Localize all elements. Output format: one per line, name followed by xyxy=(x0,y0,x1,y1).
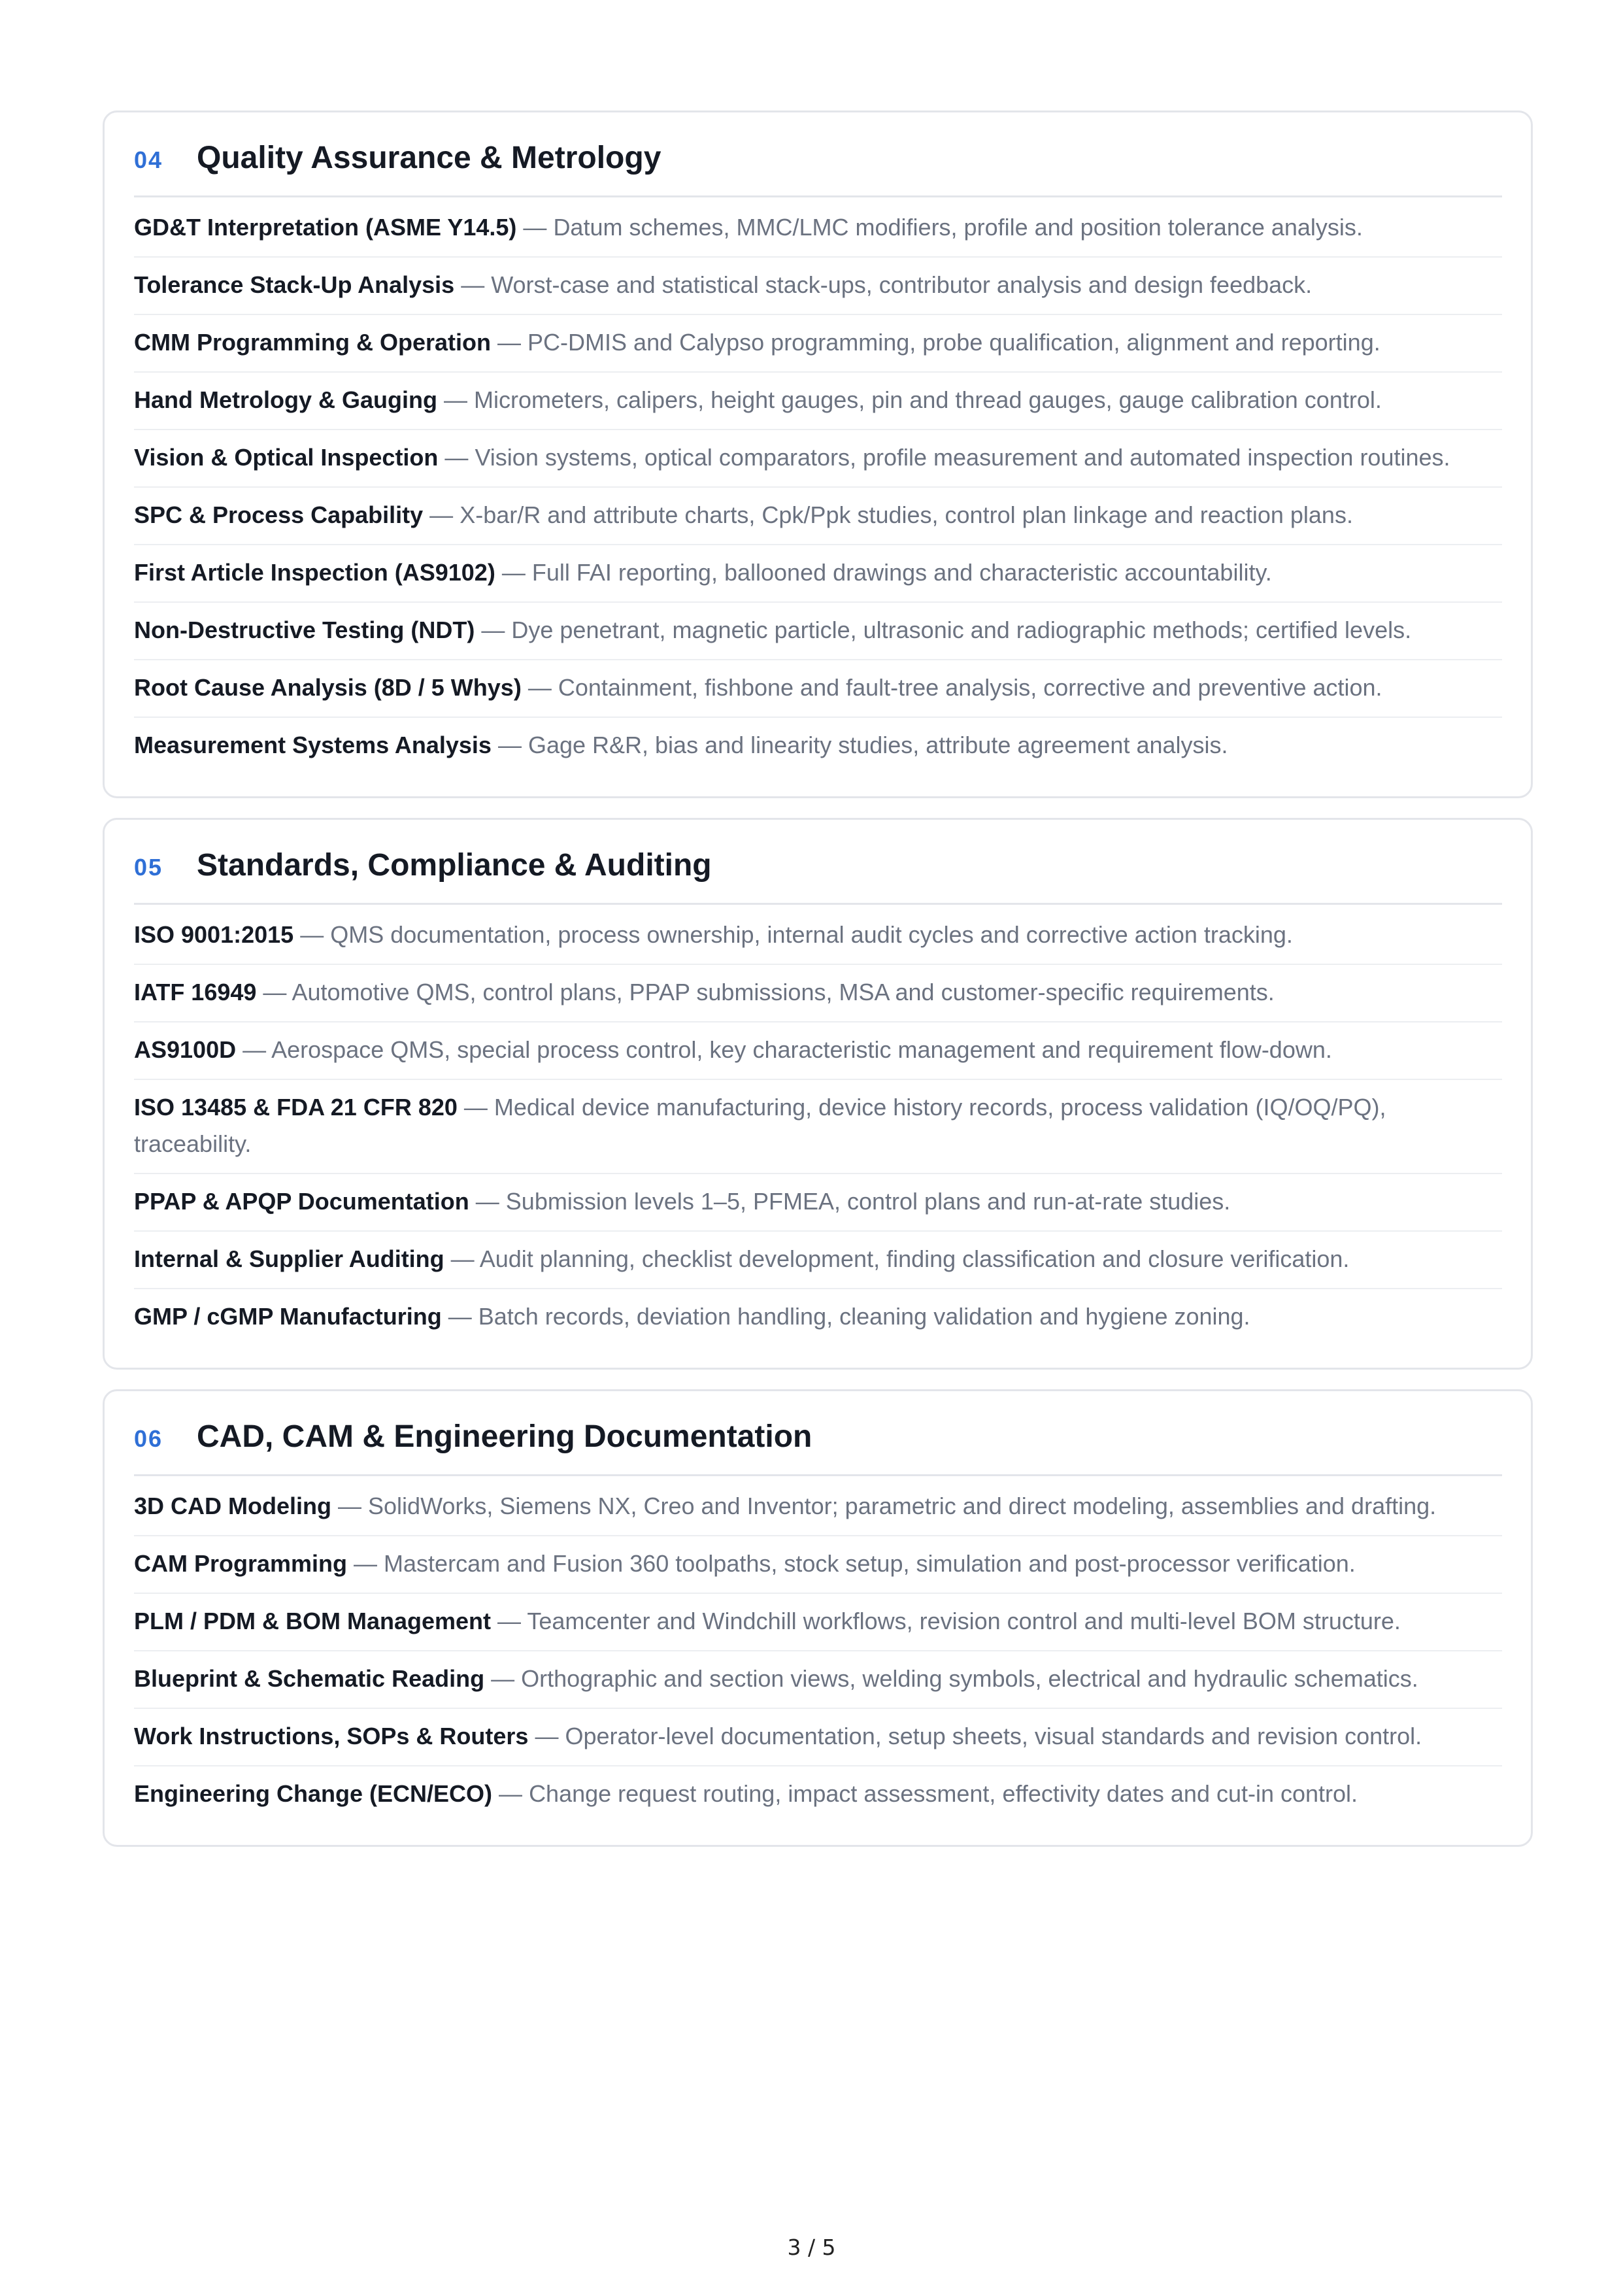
skill-description: QMS documentation, process ownership, internal audit cycles and corrective action tracking. xyxy=(330,921,1293,948)
skill-name: GD&T Interpretation (ASME Y14.5) xyxy=(134,214,517,241)
skill-name: Measurement Systems Analysis xyxy=(134,732,492,758)
skill-name: Non-Destructive Testing (NDT) xyxy=(134,616,475,643)
skill-description: Containment, fishbone and fault-tree analysis, corrective and preventive action. xyxy=(558,674,1382,701)
skill-name: Work Instructions, SOPs & Routers xyxy=(134,1723,529,1749)
skill-description: Audit planning, checklist development, finding classification and closure verification. xyxy=(479,1245,1350,1272)
skill-separator: — xyxy=(491,329,528,356)
skill-separator: — xyxy=(347,1550,384,1577)
section-title: CAD, CAM & Engineering Documentation xyxy=(197,1419,812,1454)
skill-item xyxy=(134,430,1502,488)
skill-description: Full FAI reporting, ballooned drawings and characteristic accountability. xyxy=(531,559,1272,586)
skill-separator: — xyxy=(495,559,532,586)
skill-separator: — xyxy=(469,1188,506,1215)
skill-name: CMM Programming & Operation xyxy=(134,329,492,356)
skill-separator: — xyxy=(441,1303,478,1330)
skill-item xyxy=(134,1022,1502,1080)
section-title: Standards, Compliance & Auditing xyxy=(197,848,712,883)
skill-name: Tolerance Stack-Up Analysis xyxy=(134,271,455,298)
skill-name: Hand Metrology & Gauging xyxy=(134,386,437,413)
skill-description: Submission levels 1–5, PFMEA, control plans and run-at-rate studies. xyxy=(505,1188,1231,1215)
skill-separator: — xyxy=(331,1493,369,1519)
skill-item xyxy=(134,1232,1502,1289)
skill-item xyxy=(134,1766,1502,1823)
skill-item xyxy=(134,1651,1502,1709)
skill-description: Batch records, deviation handling, cleaning validation and hygiene zoning. xyxy=(478,1303,1250,1330)
skill-separator: — xyxy=(236,1036,272,1063)
skills-sections xyxy=(103,110,1533,1866)
skill-description: Gage R&R, bias and linearity studies, attribute agreement analysis. xyxy=(527,732,1228,758)
skill-name: ISO 9001:2015 xyxy=(134,921,294,948)
skill-separator: — xyxy=(516,214,554,241)
skill-separator: — xyxy=(521,674,558,701)
skill-item xyxy=(134,315,1502,373)
skill-name: Blueprint & Schematic Reading xyxy=(134,1665,485,1692)
skill-item xyxy=(134,718,1502,774)
skill-name: CAM Programming xyxy=(134,1550,348,1577)
skill-description: Aerospace QMS, special process control, key characteristic management and requirement flow-down. xyxy=(271,1036,1332,1063)
skill-item xyxy=(134,1174,1502,1232)
skill-description: Vision systems, optical comparators, profile measurement and automated inspection routines. xyxy=(475,444,1450,471)
skill-description: Datum schemes, MMC/LMC modifiers, profile and position tolerance analysis. xyxy=(553,214,1363,241)
skill-name: PLM / PDM & BOM Management xyxy=(134,1608,492,1634)
section-title: Quality Assurance & Metrology xyxy=(197,141,661,175)
section-header xyxy=(134,140,1502,197)
skill-name: First Article Inspection (AS9102) xyxy=(134,559,495,586)
skill-separator: — xyxy=(423,501,460,528)
skill-item xyxy=(134,660,1502,718)
skill-item xyxy=(134,200,1502,258)
skill-description: Worst-case and statistical stack-ups, contributor analysis and design feedback. xyxy=(491,271,1313,298)
skill-item xyxy=(134,1536,1502,1594)
skill-item xyxy=(134,1080,1502,1174)
section-card xyxy=(103,110,1533,798)
skill-item xyxy=(134,545,1502,603)
skill-separator: — xyxy=(528,1723,565,1749)
skill-description: Teamcenter and Windchill workflows, revision control and multi-level BOM structure. xyxy=(527,1608,1401,1634)
skill-name: ISO 13485 & FDA 21 CFR 820 xyxy=(134,1094,458,1121)
skill-name: AS9100D xyxy=(134,1036,237,1063)
section-card xyxy=(103,818,1533,1370)
skill-name: SPC & Process Capability xyxy=(134,501,424,528)
skill-separator: — xyxy=(491,1608,527,1634)
section-number: 04 xyxy=(134,146,163,173)
skill-separator: — xyxy=(444,1245,480,1272)
skill-description: Automotive QMS, control plans, PPAP submissions, MSA and customer-specific requirements. xyxy=(292,979,1275,1005)
skill-description: Dye penetrant, magnetic particle, ultrasonic and radiographic methods; certified levels. xyxy=(511,616,1412,643)
skill-item xyxy=(134,373,1502,430)
skill-separator: — xyxy=(454,271,492,298)
skill-description: Change request routing, impact assessment, effectivity dates and cut-in control. xyxy=(529,1780,1358,1807)
skill-name: Vision & Optical Inspection xyxy=(134,444,439,471)
skill-item xyxy=(134,1594,1502,1651)
section-header xyxy=(134,1419,1502,1476)
section-card xyxy=(103,1389,1533,1847)
skill-separator: — xyxy=(484,1665,522,1692)
skill-name: 3D CAD Modeling xyxy=(134,1493,331,1519)
skill-description: Micrometers, calipers, height gauges, pin and thread gauges, gauge calibration control. xyxy=(474,386,1382,413)
skill-item xyxy=(134,965,1502,1022)
skill-item xyxy=(134,603,1502,660)
skill-separator: — xyxy=(491,732,528,758)
skill-description: X-bar/R and attribute charts, Cpk/Ppk studies, control plan linkage and reaction plans. xyxy=(460,501,1353,528)
skill-separator: — xyxy=(475,616,512,643)
skill-item xyxy=(134,488,1502,545)
skill-description: SolidWorks, Siemens NX, Creo and Inventor; parametric and direct modeling, assemblies and drafting. xyxy=(368,1493,1437,1519)
skill-description: PC-DMIS and Calypso programming, probe qualification, alignment and reporting. xyxy=(527,329,1380,356)
skill-item xyxy=(134,907,1502,965)
section-number: 05 xyxy=(134,854,163,881)
skill-item xyxy=(134,1479,1502,1536)
skill-description: Operator-level documentation, setup sheets, visual standards and revision control. xyxy=(565,1723,1422,1749)
skill-separator: — xyxy=(293,921,331,948)
skill-name: GMP / cGMP Manufacturing xyxy=(134,1303,442,1330)
section-header xyxy=(134,847,1502,905)
skill-description: Medical device manufacturing, device history records, process validation (IQ/OQ/PQ), traceability. xyxy=(134,1094,1386,1157)
skill-name: IATF 16949 xyxy=(134,979,257,1005)
page-number: 3 / 5 xyxy=(787,2235,836,2260)
skill-description: Mastercam and Fusion 360 toolpaths, stock setup, simulation and post-processor verification. xyxy=(384,1550,1356,1577)
skill-separator: — xyxy=(437,386,475,413)
skill-item xyxy=(134,258,1502,315)
skill-separator: — xyxy=(457,1094,494,1121)
skill-item xyxy=(134,1289,1502,1345)
section-number: 06 xyxy=(134,1425,163,1452)
skill-name: Internal & Supplier Auditing xyxy=(134,1245,444,1272)
skill-name: Root Cause Analysis (8D / 5 Whys) xyxy=(134,674,522,701)
skill-separator: — xyxy=(256,979,292,1005)
skill-name: Engineering Change (ECN/ECO) xyxy=(134,1780,493,1807)
skill-description: Orthographic and section views, welding symbols, electrical and hydraulic schematics. xyxy=(521,1665,1418,1692)
skill-name: PPAP & APQP Documentation xyxy=(134,1188,469,1215)
skill-separator: — xyxy=(492,1780,529,1807)
skill-separator: — xyxy=(438,444,475,471)
skill-item xyxy=(134,1709,1502,1766)
